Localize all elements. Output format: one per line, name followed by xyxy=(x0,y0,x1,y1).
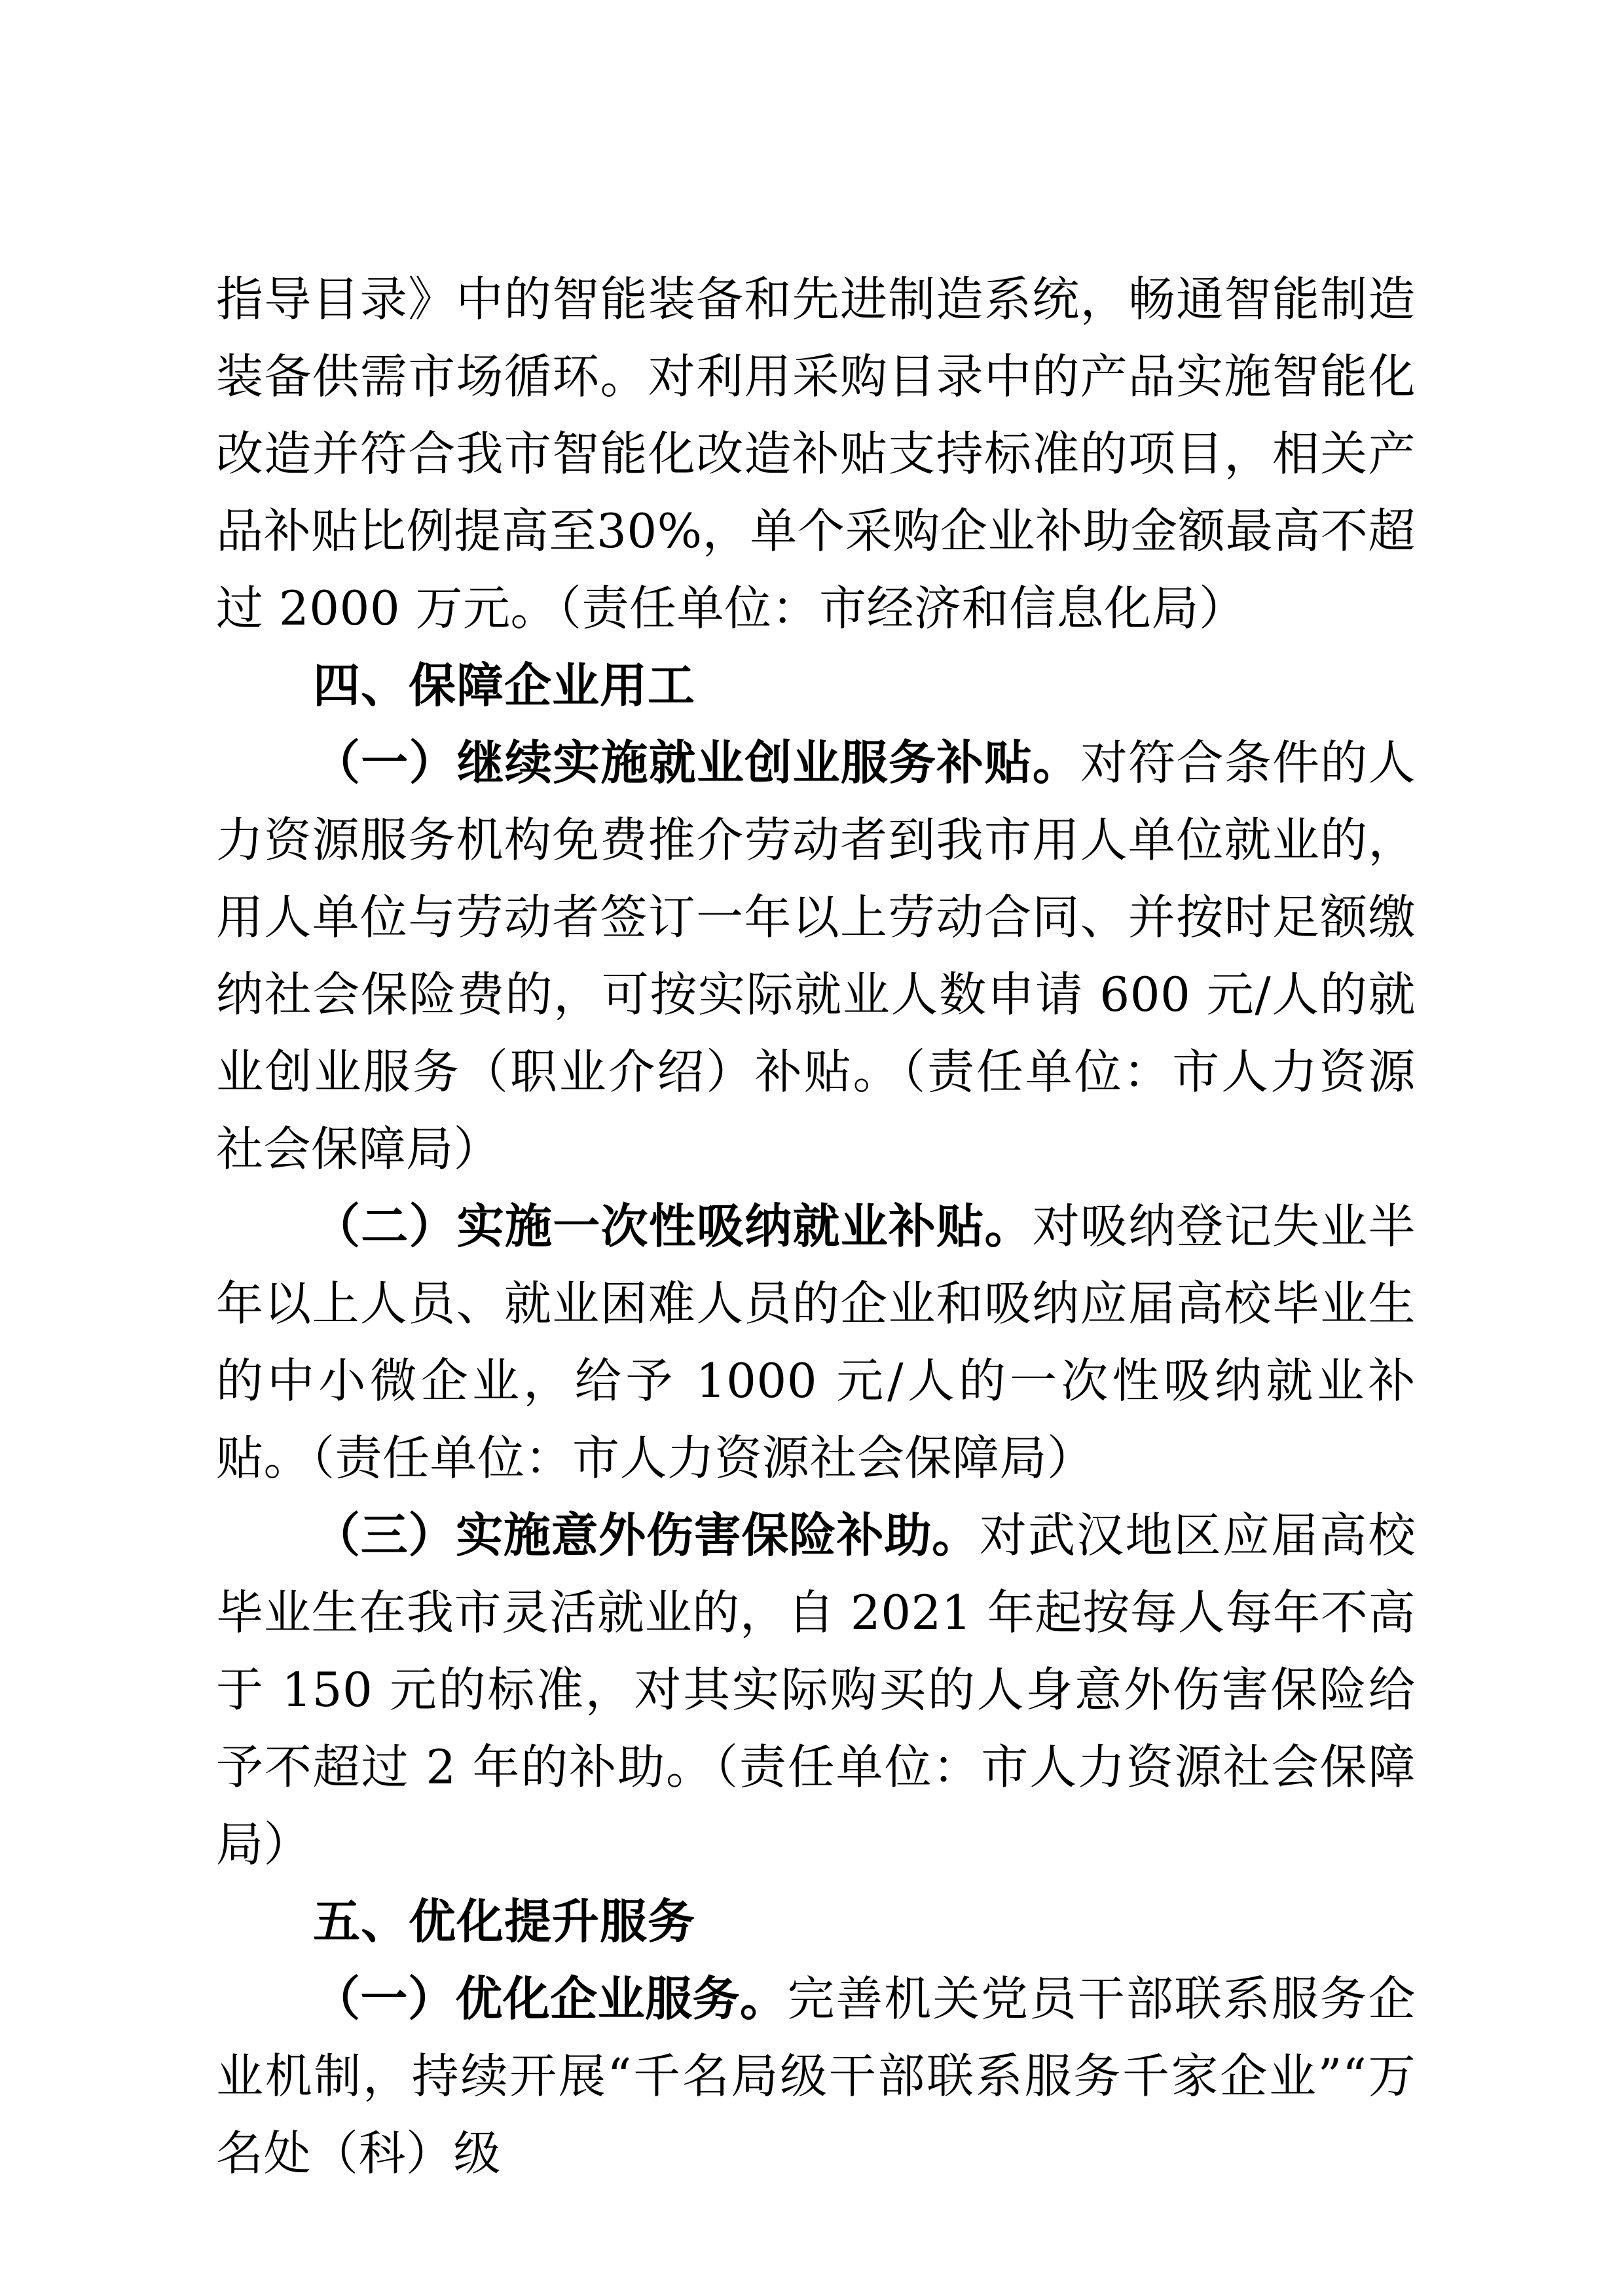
subsection-4-1 xyxy=(216,724,1416,1188)
section-heading-four: 四、保障企业用工 xyxy=(313,658,696,713)
subsection-4-2-lead: （二）实施一次性吸纳就业补贴。 xyxy=(313,1198,1033,1254)
subsection-4-1-body: 对符合条件的人力资源服务机构免费推介劳动者到我市用人单位就业的，用人单位与劳动者签订一年以上劳动合同、并按时足额缴纳社会保险费的，可按实际就业人数申请 600 元/人的就业创业服务（职业介绍）补贴。（责任单位：市人力资源社会保障局） xyxy=(216,735,1416,1176)
subsection-4-3 xyxy=(216,1497,1416,1883)
subsection-4-3-lead: （三）实施意外伤害保险补助。 xyxy=(313,1507,980,1563)
subsection-4-2-body: 对吸纳登记失业半年以上人员、就业困难人员的企业和吸纳应届高校毕业生的中小微企业，给予 1000 元/人的一次性吸纳就业补贴。（责任单位：市人力资源社会保障局） xyxy=(216,1199,1416,1485)
subsection-4-2 xyxy=(216,1188,1416,1497)
subsection-4-1-lead: （一）继续实施就业创业服务补贴。 xyxy=(313,735,1080,790)
subsection-5-1-lead: （一）优化企业服务。 xyxy=(313,1971,788,2026)
subsection-4-3-body: 对武汉地区应届高校毕业生在我市灵活就业的，自 2021 年起按每人每年不高于 150 元的标准，对其实际购买的人身意外伤害保险给予不超过 2 年的补助。（责任单位：市人力资源社会保障局） xyxy=(216,1508,1416,1872)
document-text-column xyxy=(216,261,1416,2192)
paragraph-continuation: 指导目录》中的智能装备和先进制造系统，畅通智能制造装备供需市场循环。对利用采购目录中的产品实施智能化改造并符合我市智能化改造补贴支持标准的项目，相关产品补贴比例提高至30%，单个采购企业补助金额最高不超过 2000 万元。（责任单位：市经济和信息化局） xyxy=(216,272,1416,636)
subsection-5-1 xyxy=(216,1960,1416,2192)
subsection-5-1-body: 完善机关党员干部联系服务企业机制，持续开展“千名局级干部联系服务千家企业”“万名处（科）级 xyxy=(216,1971,1416,2181)
section-heading-five: 五、优化提升服务 xyxy=(313,1894,696,1949)
